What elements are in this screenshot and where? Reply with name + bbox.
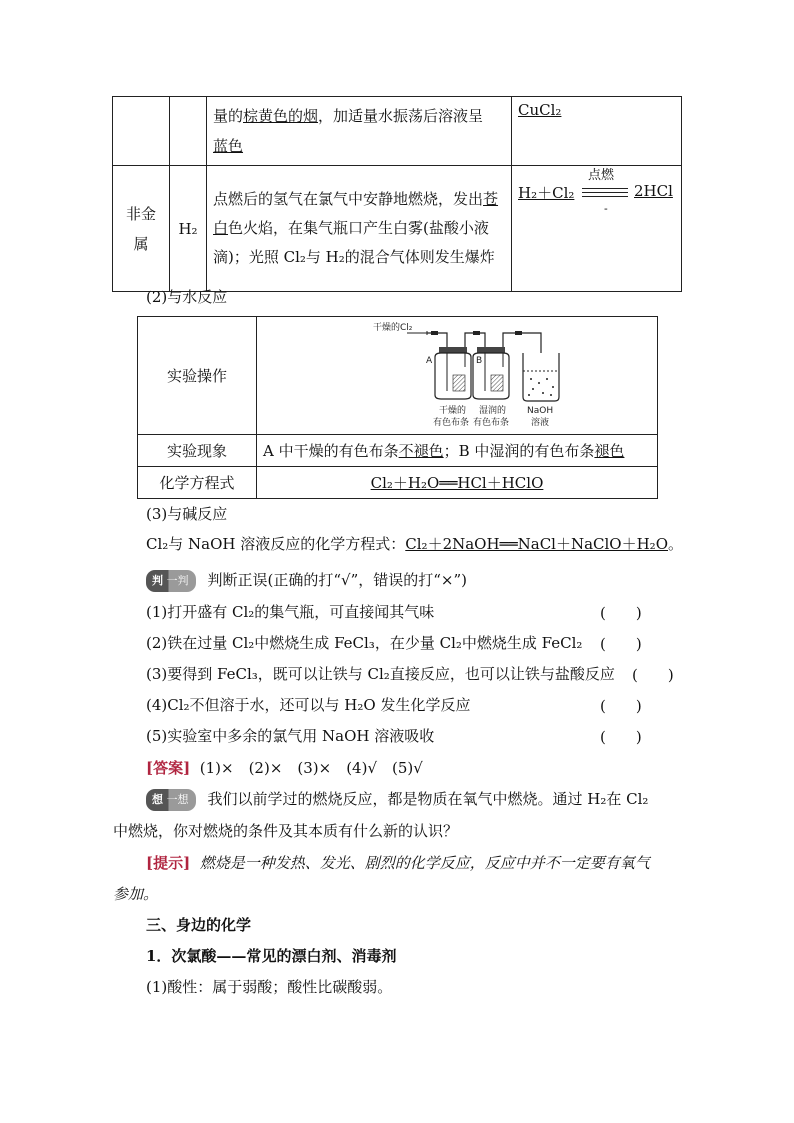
bottle-b-icon [473,347,509,399]
equation-text: Cl₂＋2NaOH══NaCl＋NaClO＋H₂O [405,535,668,553]
judge-item: (1)打开盛有 Cl₂的集气瓶，可直接闻其气味 [146,603,435,621]
caption-c: 溶液 [531,418,550,428]
table-row [138,317,658,435]
hint-text: 燃烧是一种发热、发光、剧烈的化学反应，反应中并不一定要有氧气 [199,854,650,872]
answer-line [146,758,423,778]
value-cell [257,435,658,467]
equation-right: 2HCl [634,182,673,200]
phenomenon-underline: 不褪色 [398,442,444,460]
reactant-cell [170,97,207,166]
phenomenon-text: ；B 中湿润的有色布条 [443,442,595,460]
caption-a: 干燥的 [439,406,467,416]
label-cell [138,435,257,467]
apparatus-figure [365,319,565,433]
row-label: 化学方程式 [159,474,235,492]
reactant-cell [170,166,207,292]
equation-condition: 点燃 [588,168,615,183]
gas-label: 干燥的Cl₂ [373,323,413,333]
think-line [146,789,648,811]
table-row [113,97,682,166]
answer-blank: ( ) [632,666,674,684]
reactant-text: H₂ [178,219,198,238]
caption-c: NaOH [527,406,554,416]
equation-dash: - [604,202,608,215]
section-2-title: (2)与水反应 [146,288,228,306]
judge-item: (4)Cl₂不但溶于水，还可以与 H₂O 发生化学反应 [146,696,471,714]
phenomenon-text: 量的 [213,107,244,125]
category-cell [113,166,170,292]
phenomenon-underline: 褪色 [594,442,625,460]
category-text: 非金属 [125,204,156,253]
value-cell [257,467,658,499]
section-3-text [146,534,683,554]
product-text: CuCl₂ [518,101,562,119]
product-cell [512,97,682,166]
label-cell [138,467,257,499]
body-text: 我们以前学过的燃烧反应，都是物质在氧气中燃烧。通过 H₂在 Cl₂ [207,790,649,808]
caption-b: 湿润的 [479,406,507,416]
label-cell [138,317,257,435]
equation-text: Cl₂＋H₂O══HCl＋HClO [370,474,544,492]
item-heading: 1．次氯酸——常见的漂白剂、消毒剂 [146,947,397,965]
answer-blank: ( ) [600,728,642,746]
answer-blank: ( ) [600,604,642,622]
equation-arrow [582,196,628,197]
body-text: 判断正误(正确的打“√”，错误的打“×”) [207,571,468,589]
hint-line [146,853,650,873]
answer-blank: ( ) [600,697,642,715]
section-heading: 三、身边的化学 [146,916,252,934]
phenomenon-underline: 蓝色 [213,137,244,155]
think-badge: 想 一想 [146,789,196,811]
judge-item: (2)铁在过量 Cl₂中燃烧生成 FeCl₃，在少量 Cl₂中燃烧生成 FeCl₂ [146,634,583,652]
water-reaction-table [137,316,658,499]
section-3-title: (3)与碱反应 [146,505,228,523]
body-text: Cl₂与 NaOH 溶液反应的化学方程式： [146,535,406,553]
phenomenon-cell [207,97,512,166]
row-label: 实验操作 [166,367,227,385]
hint-line: 参加。 [113,885,159,903]
beaker-icon [523,353,559,401]
judge-intro [146,570,467,592]
bottle-b-label: B [476,356,483,366]
think-line: 中燃烧，你对燃烧的条件及其本质有什么新的认识？ [113,822,459,840]
bottle-a-label: A [426,356,433,366]
caption-a: 有色布条 [433,418,470,428]
table-row [138,435,658,467]
reaction-table [112,96,682,292]
answer-label: [答案] [146,759,191,777]
equation-cell [512,166,682,292]
equation-left: H₂＋Cl₂ [518,184,575,202]
table-row [113,166,682,292]
judge-item: (3)要得到 FeCl₃，既可以让铁与 Cl₂直接反应，也可以让铁与盐酸反应 [146,665,615,683]
phenomenon-text: 点燃后的氢气在氯气中安静地燃烧，发出 [213,190,484,208]
judge-badge: 判 一判 [146,570,196,592]
category-cell [113,97,170,166]
phenomenon-underline: 苍白 [213,190,499,237]
answer-blank: ( ) [600,635,642,653]
item-sub: (1)酸性：属于弱酸；酸性比碳酸弱。 [146,978,393,996]
phenomenon-text: 色火焰，在集气瓶口产生白雾(盐酸小液滴)；光照 Cl₂与 H₂的混合气体则发生爆炸 [213,219,495,266]
equation-arrow [582,188,628,193]
row-label: 实验现象 [166,442,227,460]
bottle-a-icon [426,347,471,399]
phenomenon-cell [207,166,512,292]
figure-cell [257,317,658,435]
caption-b: 有色布条 [473,418,510,428]
table-row [138,467,658,499]
phenomenon-text: ，加适量水振荡后溶液呈 [318,107,484,125]
judge-item: (5)实验室中多余的氯气用 NaOH 溶液吸收 [146,727,435,745]
phenomenon-text: A 中干燥的有色布条 [263,442,399,460]
phenomenon-underline: 棕黄色的烟 [243,107,319,125]
body-text: 。 [668,535,684,553]
hint-label: [提示] [146,854,191,872]
answer-text: (1)× (2)× (3)× (4)√ (5)√ [199,759,423,777]
